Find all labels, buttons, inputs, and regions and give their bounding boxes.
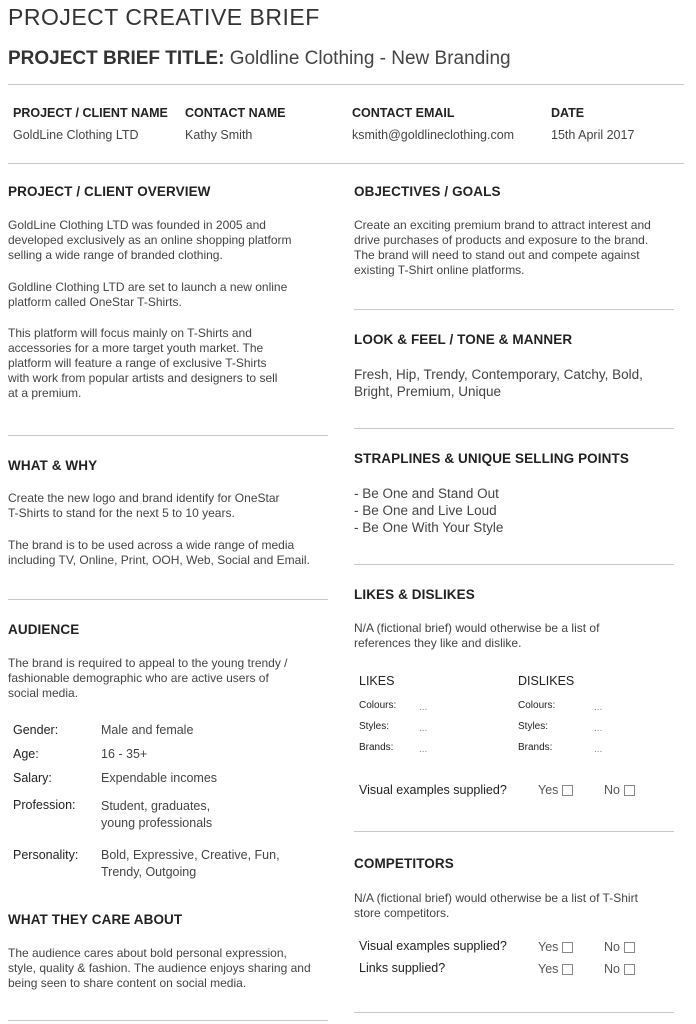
dislikes-colours-key: Colours:	[518, 700, 556, 711]
audience-personality-key: Personality:	[13, 848, 79, 862]
care-paragraph: The audience cares about bold personal expression, style, quality & fashion. The audience enjoys sharing and being seen to share content on social media.	[8, 946, 311, 990]
likes-brands-key: Brands:	[359, 742, 394, 753]
no-label: No	[604, 940, 620, 954]
brief-title	[8, 48, 511, 70]
competitors-intro: N/A (fictional brief) would otherwise be a list of T-Shirt store competitors.	[354, 891, 638, 920]
overview-paragraph-1: GoldLine Clothing LTD was founded in 2005 and developed exclusively as an online shopping platform selling a wide range of branded clothing.	[8, 218, 292, 262]
dislikes-styles-key: Styles:	[518, 721, 549, 732]
likes-intro: N/A (fictional brief) would otherwise be a list of references they like and dislike.	[354, 621, 600, 650]
audience-salary-value: Expendable incomes	[101, 771, 218, 785]
no-label: No	[604, 783, 620, 797]
date-label: DATE	[551, 106, 585, 120]
audience-personality-value: Bold, Expressive, Creative, Fun, Trendy, Outgoing	[101, 848, 280, 879]
audience-age-value: 16 - 35+	[101, 747, 148, 761]
contact-name-value: Kathy Smith	[185, 128, 253, 142]
what-why-paragraph-2: The brand is to be used across a wide range of media including TV, Online, Print, OOH, Web, Social and Email.	[8, 538, 310, 567]
dislikes-colours-value: ...	[594, 702, 603, 713]
divider	[8, 599, 328, 600]
competitors-links-no-option[interactable]	[604, 962, 635, 976]
look-paragraph: Fresh, Hip, Trendy, Contemporary, Catchy, Bold, Bright, Premium, Unique	[354, 367, 643, 399]
divider	[8, 84, 684, 85]
divider	[354, 1012, 674, 1013]
yes-label: Yes	[538, 940, 559, 954]
likes-visual-yes-option[interactable]	[538, 783, 573, 797]
contact-email-value: ksmith@goldlineclothing.com	[352, 128, 515, 142]
competitors-visual-examples-label: Visual examples supplied?	[359, 939, 507, 953]
divider	[8, 435, 328, 436]
likes-column-label: LIKES	[359, 674, 395, 688]
yes-label: Yes	[538, 783, 559, 797]
contact-email-label: CONTACT EMAIL	[352, 106, 455, 120]
brief-title-value: Goldline Clothing - New Branding	[229, 48, 511, 69]
doc-title: PROJECT CREATIVE BRIEF	[8, 4, 320, 30]
strapline-item: - Be One and Live Loud	[354, 503, 497, 518]
dislikes-styles-value: ...	[594, 723, 603, 734]
likes-brands-value: ...	[419, 744, 428, 755]
audience-profession-key: Profession:	[13, 798, 76, 812]
divider	[354, 564, 674, 565]
divider	[8, 1020, 328, 1021]
what-why-paragraph-1: Create the new logo and brand identify for OneStar T-Shirts to stand for the next 5 to 10 years.	[8, 491, 280, 520]
audience-heading: AUDIENCE	[8, 622, 80, 637]
client-name-label: PROJECT / CLIENT NAME	[13, 106, 168, 120]
competitors-heading: COMPETITORS	[354, 856, 454, 871]
likes-visual-no-option[interactable]	[604, 783, 635, 797]
no-label: No	[604, 962, 620, 976]
divider	[354, 831, 674, 832]
date-value: 15th April 2017	[551, 128, 635, 142]
objectives-paragraph: Create an exciting premium brand to attract interest and drive purchases of products and exposure to the brand. The brand will need to stand out and compete against existing T-Shirt online platforms.	[354, 218, 651, 277]
no-checkbox[interactable]	[624, 964, 635, 975]
client-name-value: GoldLine Clothing LTD	[13, 128, 139, 142]
brief-title-label: PROJECT BRIEF TITLE:	[8, 48, 225, 69]
straplines-heading: STRAPLINES & UNIQUE SELLING POINTS	[354, 451, 629, 466]
likes-heading: LIKES & DISLIKES	[354, 587, 475, 602]
yes-checkbox[interactable]	[562, 964, 573, 975]
no-checkbox[interactable]	[624, 942, 635, 953]
divider	[354, 428, 674, 429]
dislikes-brands-key: Brands:	[518, 742, 553, 753]
overview-paragraph-3: This platform will focus mainly on T-Shirts and accessories for a more target youth market. The platform will feature a range of exclusive T-Shirts with work from popular artists and designers to sell at a premium.	[8, 326, 278, 400]
competitors-visual-no-option[interactable]	[604, 940, 635, 954]
competitors-visual-yes-option[interactable]	[538, 940, 573, 954]
dislikes-column-label: DISLIKES	[518, 674, 575, 688]
competitors-links-label: Links supplied?	[359, 961, 446, 975]
divider	[8, 163, 684, 164]
audience-age-key: Age:	[13, 747, 39, 761]
likes-visual-examples-label: Visual examples supplied?	[359, 783, 507, 797]
competitors-links-yes-option[interactable]	[538, 962, 573, 976]
overview-heading: PROJECT / CLIENT OVERVIEW	[8, 184, 211, 199]
strapline-item: - Be One and Stand Out	[354, 486, 499, 501]
likes-colours-key: Colours:	[359, 700, 397, 711]
yes-checkbox[interactable]	[562, 942, 573, 953]
likes-styles-key: Styles:	[359, 721, 390, 732]
audience-salary-key: Salary:	[13, 771, 52, 785]
look-heading: LOOK & FEEL / TONE & MANNER	[354, 332, 573, 347]
dislikes-brands-value: ...	[594, 744, 603, 755]
likes-colours-value: ...	[419, 702, 428, 713]
audience-gender-key: Gender:	[13, 723, 59, 737]
no-checkbox[interactable]	[624, 785, 635, 796]
divider	[354, 309, 674, 310]
what-why-heading: WHAT & WHY	[8, 458, 98, 473]
care-heading: WHAT THEY CARE ABOUT	[8, 912, 183, 927]
likes-styles-value: ...	[419, 723, 428, 734]
audience-gender-value: Male and female	[101, 723, 194, 737]
audience-intro: The brand is required to appeal to the young trendy / fashionable demographic who are active users of social media.	[8, 656, 288, 700]
overview-paragraph-2: Goldline Clothing LTD are set to launch a new online platform called OneStar T-Shirts.	[8, 280, 288, 309]
yes-label: Yes	[538, 962, 559, 976]
audience-profession-value: Student, graduates, young professionals	[101, 799, 213, 830]
objectives-heading: OBJECTIVES / GOALS	[354, 184, 501, 199]
strapline-item: - Be One With Your Style	[354, 520, 504, 535]
contact-name-label: CONTACT NAME	[185, 106, 286, 120]
yes-checkbox[interactable]	[562, 785, 573, 796]
